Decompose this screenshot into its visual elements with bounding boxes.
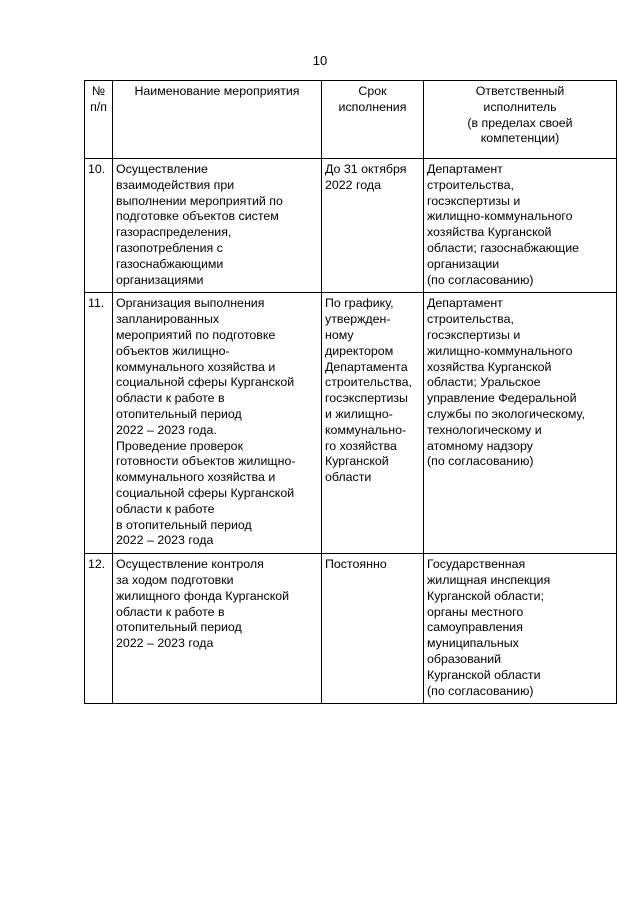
cell-text-line: хозяйства Курганской	[427, 359, 552, 374]
cell-text-line: службы по экологическому,	[427, 406, 585, 421]
cell-text-line: строительства,	[427, 312, 514, 327]
cell-text-line: директором	[325, 343, 394, 358]
cell-text-line: Проведение проверок	[116, 438, 243, 453]
cell-text-line: Осуществление контроля	[116, 557, 264, 572]
cell-text-line: технологическому и	[427, 422, 542, 437]
cell-text-line: области	[325, 470, 372, 485]
cell-text-line: 2022 – 2023 года.	[116, 422, 217, 437]
cell-text-line: Наименование мероприятия	[134, 84, 300, 98]
header-number	[85, 81, 113, 159]
row-term	[322, 554, 424, 704]
cell-text-line: за ходом подготовки	[116, 572, 234, 587]
cell-text-line: жилищно-коммунального	[427, 343, 573, 358]
cell-text-line: утвержден-	[325, 312, 391, 327]
cell-text-line: 2022 – 2023 года	[116, 533, 214, 548]
header-term	[322, 81, 424, 159]
cell-text-line: Организация выполнения	[116, 296, 265, 311]
cell-text-line: и жилищно-	[325, 406, 393, 421]
cell-text-line: го хозяйства	[325, 438, 397, 453]
cell-text-line: управление Федеральной	[427, 391, 577, 406]
table-row	[85, 554, 617, 704]
cell-text-line: (по согласованию)	[427, 683, 534, 698]
row-responsible	[424, 554, 617, 704]
cell-text-line: газопотребления с	[116, 240, 223, 255]
cell-text-line: отопительный период	[116, 406, 242, 421]
cell-text-line: жилищно-коммунального	[427, 209, 573, 224]
table-row	[85, 293, 617, 554]
cell-text-line: компетенции)	[480, 131, 560, 146]
cell-text-line: муниципальных	[427, 636, 519, 651]
cell-text-line: газоснабжающими	[116, 256, 224, 271]
cell-text-line: газораспределения,	[116, 225, 232, 240]
cell-text-line: области к работе в	[116, 391, 225, 406]
cell-text-line: жилищная инспекция	[427, 572, 551, 587]
cell-text-line: организации	[427, 256, 500, 271]
cell-text-line: Департамента	[325, 359, 408, 374]
cell-text-line: жилищного фонда Курганской	[116, 588, 290, 603]
cell-text-line: подготовке объектов систем	[116, 209, 279, 224]
cell-text-line: области к работе	[116, 501, 215, 516]
table-header-row	[85, 81, 617, 159]
cell-text-line: Курганской области	[427, 667, 541, 682]
cell-text-line: социальной сферы Курганской	[116, 485, 295, 500]
cell-text-line: 2022 года	[325, 177, 381, 192]
cell-text-line: отопительный период	[116, 620, 242, 635]
header-name	[113, 81, 322, 159]
cell-text-line: мероприятий по подготовке	[116, 327, 276, 342]
cell-text-line: До 31 октября	[325, 162, 407, 176]
cell-text-line: области к работе в	[116, 604, 225, 619]
cell-text-line: исполнитель	[483, 99, 557, 114]
cell-text-line: хозяйства Курганской	[427, 225, 552, 240]
cell-text-line: госэкспертизы и	[427, 193, 521, 208]
row-responsible	[424, 159, 617, 293]
row-term	[322, 159, 424, 293]
measures-table	[84, 80, 617, 704]
row-responsible	[424, 293, 617, 554]
cell-text-line: Срок	[358, 84, 387, 98]
cell-text-line: ному	[325, 327, 354, 342]
cell-text-line: коммунально-	[325, 422, 407, 437]
page-number: 10	[312, 53, 328, 68]
table-row	[85, 159, 617, 293]
cell-text-line: взаимодействия при	[116, 177, 235, 192]
row-measure-name	[113, 159, 322, 293]
cell-text-line: объектов жилищно-	[116, 343, 230, 358]
row-number: 12.	[85, 554, 113, 704]
cell-text-line: коммунального хозяйства и	[116, 470, 276, 485]
cell-text-line: области; газоснабжающие	[427, 240, 580, 255]
cell-text-line: атомному надзору	[427, 438, 533, 453]
cell-text-line: самоуправления	[427, 620, 523, 635]
cell-text-line: строительства,	[325, 375, 412, 390]
row-measure-name	[113, 293, 322, 554]
cell-text-line: (по согласованию)	[427, 272, 534, 287]
cell-text-line: Департамент	[427, 296, 503, 311]
cell-text-line: организациями	[116, 272, 204, 287]
row-term	[322, 293, 424, 554]
cell-text-line: Департамент	[427, 162, 503, 176]
row-number: 11.	[85, 293, 113, 554]
cell-text-line: №	[91, 84, 106, 98]
cell-text-line: госэкспертизы и	[427, 327, 521, 342]
cell-text-line: готовности объектов жилищно-	[116, 454, 296, 469]
cell-text-line: (по согласованию)	[427, 454, 534, 469]
cell-text-line: запланированных	[116, 312, 220, 327]
cell-text-line: коммунального хозяйства и	[116, 359, 276, 374]
cell-text-line: Постоянно	[325, 557, 387, 572]
cell-text-line: Осуществление	[116, 162, 208, 176]
cell-text-line: 2022 – 2023 года	[116, 636, 214, 651]
cell-text-line: образований	[427, 651, 502, 666]
cell-text-line: (в пределах своей	[467, 115, 573, 130]
cell-text-line: Ответственный	[475, 84, 565, 98]
row-number: 10.	[85, 159, 113, 293]
cell-text-line: социальной сферы Курганской	[116, 375, 295, 390]
cell-text-line: исполнения	[338, 99, 407, 114]
cell-text-line: госэкспертизы	[325, 391, 408, 406]
header-responsible	[424, 81, 617, 159]
cell-text-line: области; Уральское	[427, 375, 541, 390]
cell-text-line: Государственная	[427, 557, 526, 572]
cell-text-line: выполнении мероприятий по	[116, 193, 283, 208]
cell-text-line: По графику,	[325, 296, 394, 311]
row-measure-name	[113, 554, 322, 704]
cell-text-line: п/п	[90, 99, 107, 114]
cell-text-line: в отопительный период	[116, 517, 252, 532]
cell-text-line: строительства,	[427, 177, 514, 192]
cell-text-line: органы местного	[427, 604, 524, 619]
cell-text-line: Курганской области;	[427, 588, 544, 603]
cell-text-line: Курганской	[325, 454, 389, 469]
